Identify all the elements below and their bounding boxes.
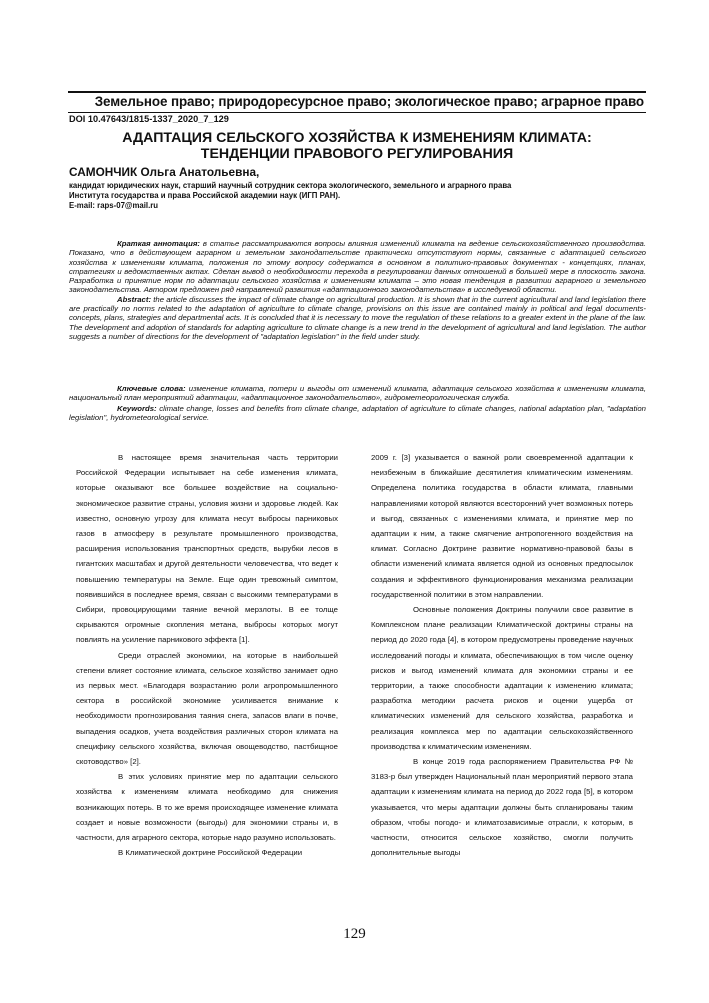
article-title-line: АДАПТАЦИЯ СЕЛЬСКОГО ХОЗЯЙСТВА К ИЗМЕНЕНИЯМ КЛИМАТА: <box>122 130 592 146</box>
keywords-ru <box>69 384 646 403</box>
body-paragraph: В этих условиях принятие мер по адаптации сельского хозяйства к изменениям климата необходимо для снижения возникающих потерь. В то же время происходящее изменение климата создает и новые возможности (выгоды) для экономики страны и, в частности, для аграрного сектора, которые надо разумно использовать. <box>76 772 338 843</box>
keywords-en-label: Keywords: <box>117 403 157 413</box>
body-paragraph: Основные положения Доктрины получили свое развитие в Комплексном плане реализации Климатической доктрины страны на период до 2020 года [4], в котором предусмотрены проведение научных исследований погоды и климата, обеспечивающих в том числе оценку рисков и выгод изменений климата для экономики страны и ее территории, а также способности адаптации к изменению климата; разработка методики расчета рисков и оценки ущерба от климатических изменений для сельского хозяйства, разработка и реализация комплекса мер по адаптации сельскохозяйственного производства к климатическим изменениям. <box>371 605 633 751</box>
author-name: САМОНЧИК Ольга Анатольевна, <box>69 165 260 179</box>
keywords-en-text: climate change, losses and benefits from climate change, adaptation of agriculture to climate changes, national adaptation plan, "adaptation legislation", hydrometeorological service. <box>69 403 646 423</box>
affiliation-line: кандидат юридических наук, старший научный сотрудник сектора экологического, земельного и аграрного права <box>69 181 512 190</box>
abstract-en <box>69 295 646 341</box>
abstract-section <box>69 239 646 341</box>
keywords-section <box>69 384 646 424</box>
header-bottom-rule <box>68 112 646 113</box>
body-column-right <box>371 450 633 860</box>
body-paragraph: В конце 2019 года распоряжением Правительства РФ № 3183-р был утвержден Национальный план мероприятий первого этапа адаптации к изменениям климата на период до 2022 года [5], в котором указывается, что меры адаптации должны быть спланированы таким образом, чтобы погодо- и климатозависимые отрасли, к которым, в частности, относится сельское хозяйство, смогли получить дополнительные выгоды <box>371 757 633 858</box>
doi: DOI 10.47643/1815-1337_2020_7_129 <box>69 114 229 124</box>
body-column-left <box>76 450 338 860</box>
abstract-en-text: the article discusses the impact of climate change on agricultural production. It is shown that in the current agricultural and land legislation there are practically no norms related to the adaptation of agriculture to climate change, provisions on this issue are contained mainly in political and legal documents-concepts, plans, strategies and departmental acts. It is concluded that it is necessary to move the regulation of these relations to a greater extent in the plane of the law. The development and adoption of standards for adapting agriculture to climate change is a new trend in the development of agricultural and land legislation. The author suggests a number of directions for the development of "adaptation legislation" in the field under study. <box>69 294 646 341</box>
journal-section-heading: Земельное право; природоресурсное право; экологическое право; аграрное право <box>94 94 644 109</box>
author-affiliation <box>69 181 649 212</box>
article-title <box>68 130 646 162</box>
keywords-ru-label: Ключевые слова: <box>117 384 186 393</box>
header-top-rule <box>68 91 646 93</box>
keywords-ru-text: изменение климата, потери и выгоды от изменений климата, адаптация сельского хозяйства к изменениям климата, национальный план мероприятий адаптации, «адаптационное законодательство», гидрометеорологическая служба. <box>69 384 646 403</box>
body-paragraph: 2009 г. [3] указывается о важной роли своевременной адаптации к неизбежным в ближайшие десятилетия климатическим изменениям. Определена политика государства в области климата, главными направлениями которой являются всесторонний учет возможных потерь и выгод, связанных с изменениями климата, и принятие мер по адаптации к ним, а также смягчение антропогенного воздействия на климат. Согласно Доктрине развитие нормативно-правовой базы в области изменений климата является одной из основных предпосылок создания и эффективного функционирования механизма реализации государственной политики в этом направлении. <box>371 453 633 599</box>
body-paragraph: В настоящее время значительная часть территории Российской Федерации испытывает на себе изменения климата, которые оказывают все большее воздействие на социально-экономическое развитие страны, условия жизни и здоровье людей. Как известно, основную угрозу для климата несут выбросы парниковых газов в атмосферу в результате промышленного производства, расширения использования транспортных средств, вырубки лесов в гигантских масштабах и другой деятельности человечества, что ведет к повышению температуры на Земле. Еще один тревожный симптом, появившийся в последнее время, связан с высокими температурами в Сибири, провоцирующими таяние вечной мерзлоты. В ее толще скрываются огромные скопления метана, выбросы которых могут повлиять на усиление парникового эффекта [1]. <box>76 453 338 645</box>
article-title-line: ТЕНДЕНЦИИ ПРАВОВОГО РЕГУЛИРОВАНИЯ <box>200 146 514 162</box>
abstract-ru-text: в статье рассматриваются вопросы влияния изменений климата на ведение сельскохозяйственного производства. Показано, что в действующем аграрном и земельном законодательстве практически отсутствуют нормы, связанные с адаптацией сельского хозяйства к изменениям климата, положения по этому вопросу содержатся в основном в политико-правовых документах - концепциях, планах, стратегиях и ведомственных актах. Сделан вывод о необходимости перехода в регулировании данных отношений в большей мере в плоскость закона. Разработка и принятие норм по адаптации сельского хозяйства к изменениям климата – это новая тенденция в развитии аграрного и земельного законодательства. Автором предложен ряд направлений развития «адаптационного законодательства» в исследуемой области. <box>69 239 646 295</box>
page-number: 129 <box>343 926 366 942</box>
abstract-ru-label: Краткая аннотация: <box>117 239 201 248</box>
keywords-en <box>69 404 646 423</box>
body-paragraph: Среди отраслей экономики, на которые в наибольшей степени влияет состояние климата, сельское хозяйство занимает одно из первых мест. «Благодаря возрастанию роли агропромышленного сектора в российской экономике усиливается внимание к необходимости прогнозирования таяния снега, запасов влаги в почве, выпадения осадков, учета воздействия различных сторон климата на специфику сельского хозяйства, включая овощеводство, пастбищное скотоводство» [2]. <box>76 650 338 767</box>
affiliation-line: Института государства и права Российской академии наук (ИГП РАН). <box>69 191 341 201</box>
author-email: E-mail: raps-07@mail.ru <box>69 201 159 211</box>
abstract-en-label: Abstract: <box>117 294 152 304</box>
abstract-ru <box>69 239 646 295</box>
body-paragraph: В Климатической доктрине Российской Федерации <box>118 848 303 858</box>
